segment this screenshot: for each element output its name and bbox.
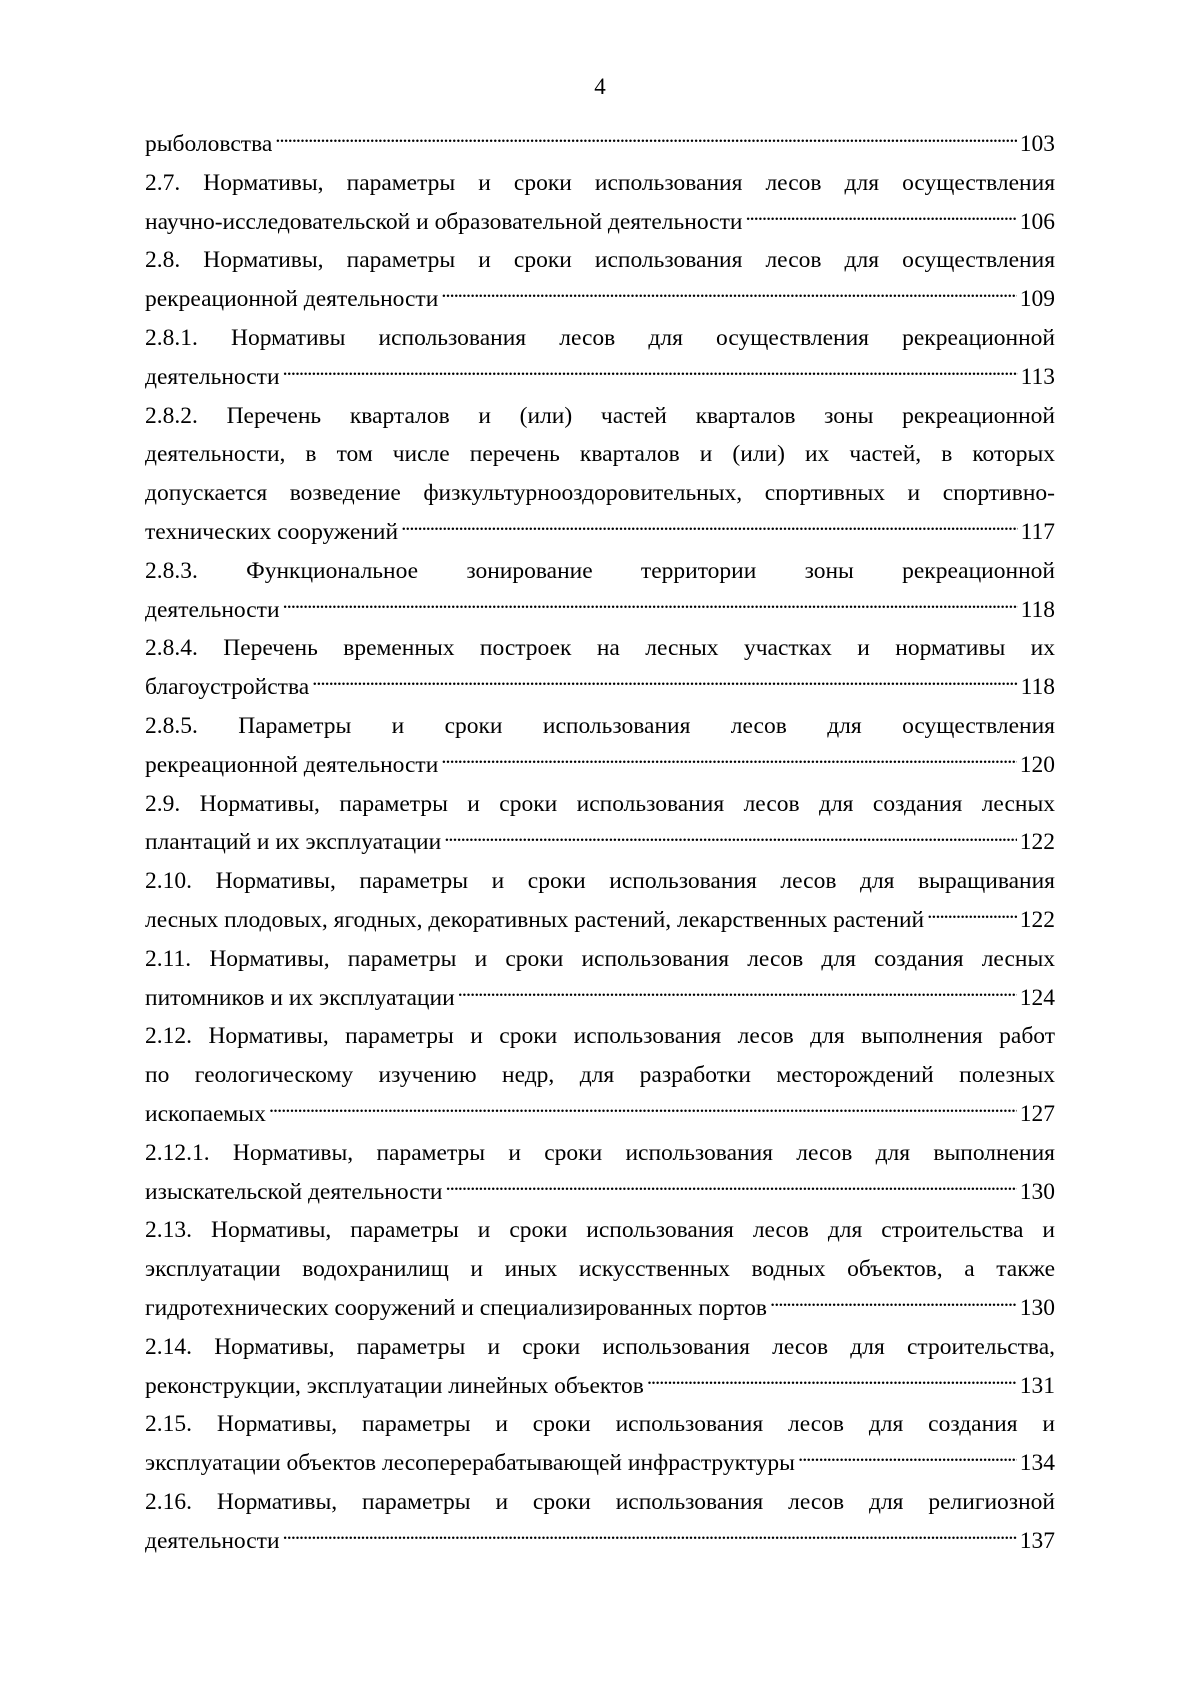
- toc-entry-title: рекреационной деятельности: [145, 286, 439, 313]
- toc-entry-line: допускается возведение физкультурнооздоровительных, спортивных и спортивно-: [145, 480, 1055, 507]
- toc-entry-page: 117: [1020, 518, 1055, 545]
- toc-entry-line: 2.15. Нормативы, параметры и сроки использования лесов для создания и: [145, 1411, 1055, 1438]
- toc-entry-title: питомников и их эксплуатации: [145, 984, 455, 1011]
- toc-entry-title: лесных плодовых, ягодных, декоративных растений, лекарственных растений: [145, 906, 925, 933]
- toc-entry: [145, 241, 1055, 319]
- toc-entry-title: реконструкции, эксплуатации линейных объектов: [145, 1372, 644, 1399]
- dot-leader: [441, 283, 1016, 307]
- toc-entry: [145, 1328, 1055, 1406]
- toc-entry-line: по геологическому изучению недр, для разработки месторождений полезных: [145, 1062, 1055, 1089]
- toc-entry-line: 2.8.3. Функциональное зонирование территории зоны рекреационной: [145, 557, 1055, 584]
- dot-leader: [275, 128, 1016, 152]
- toc-entry-page: 106: [1019, 208, 1055, 235]
- dot-leader: [798, 1447, 1017, 1471]
- toc-entry-last-line: [145, 1444, 1055, 1483]
- dot-leader: [927, 903, 1017, 927]
- toc-entry-last-line: [145, 1522, 1055, 1561]
- toc-entry-page: 130: [1019, 1178, 1055, 1205]
- toc-entry-page: 134: [1019, 1450, 1055, 1477]
- toc-entry-last-line: [145, 1173, 1055, 1212]
- toc-entry-page: 131: [1019, 1372, 1055, 1399]
- toc-entry-title: благоустройства: [145, 674, 310, 701]
- dot-leader: [441, 748, 1016, 772]
- toc-entry-line: 2.9. Нормативы, параметры и сроки использования лесов для создания лесных: [145, 790, 1055, 817]
- table-of-contents: [145, 125, 1055, 1560]
- toc-entry-last-line: [145, 280, 1055, 319]
- dot-leader: [770, 1291, 1017, 1315]
- dot-leader: [269, 1097, 1017, 1121]
- dot-leader: [283, 1524, 1017, 1548]
- toc-entry-page: 122: [1019, 906, 1055, 933]
- toc-entry: [145, 397, 1055, 552]
- toc-entry: [145, 629, 1055, 707]
- toc-entry-line: 2.12.1. Нормативы, параметры и сроки использования лесов для выполнения: [145, 1139, 1055, 1166]
- toc-entry-title: научно-исследовательской и образовательной деятельности: [145, 208, 743, 235]
- toc-entry-last-line: [145, 668, 1055, 707]
- toc-entry-last-line: [145, 591, 1055, 630]
- toc-entry-line: 2.11. Нормативы, параметры и сроки использования лесов для создания лесных: [145, 945, 1055, 972]
- toc-entry-line: 2.8. Нормативы, параметры и сроки использования лесов для осуществления: [145, 247, 1055, 274]
- toc-entry-last-line: [145, 746, 1055, 785]
- toc-entry-title: ископаемых: [145, 1100, 266, 1127]
- toc-entry-line: эксплуатации водохранилищ и иных искусственных водных объектов, а также: [145, 1256, 1055, 1283]
- toc-entry-last-line: [145, 358, 1055, 397]
- toc-entry-title: деятельности: [145, 596, 280, 623]
- dot-leader: [745, 205, 1016, 229]
- toc-entry: [145, 1405, 1055, 1483]
- toc-entry: [145, 1483, 1055, 1561]
- toc-entry-line: 2.14. Нормативы, параметры и сроки использования лесов для строительства,: [145, 1333, 1055, 1360]
- toc-entry-title: гидротехнических сооружений и специализированных портов: [145, 1294, 768, 1321]
- toc-entry-title: изыскательской деятельности: [145, 1178, 443, 1205]
- toc-entry-last-line: [145, 1095, 1055, 1134]
- toc-entry-title: рекреационной деятельности: [145, 751, 439, 778]
- toc-entry-page: 118: [1020, 674, 1055, 701]
- toc-entry-last-line: [145, 125, 1055, 164]
- toc-entry-line: 2.10. Нормативы, параметры и сроки использования лесов для выращивания: [145, 868, 1055, 895]
- toc-entry: [145, 785, 1055, 863]
- toc-entry: [145, 552, 1055, 630]
- toc-entry-last-line: [145, 513, 1055, 552]
- dot-leader: [283, 593, 1018, 617]
- toc-entry-title: эксплуатации объектов лесоперерабатывающей инфраструктуры: [145, 1450, 795, 1477]
- dot-leader: [401, 515, 1018, 539]
- toc-entry: [145, 164, 1055, 242]
- toc-entry-page: 130: [1019, 1294, 1055, 1321]
- toc-entry-title: рыболовства: [145, 131, 273, 157]
- toc-entry: [145, 940, 1055, 1018]
- dot-leader: [283, 360, 1018, 384]
- toc-entry: [145, 862, 1055, 940]
- toc-entry-page: 127: [1019, 1100, 1055, 1127]
- toc-entry-line: 2.12. Нормативы, параметры и сроки использования лесов для выполнения работ: [145, 1023, 1055, 1050]
- toc-entry-last-line: [145, 823, 1055, 862]
- toc-entry-title: технических сооружений: [145, 518, 399, 545]
- toc-entry: [145, 1134, 1055, 1212]
- toc-entry-last-line: [145, 1289, 1055, 1328]
- toc-entry-title: деятельности: [145, 363, 280, 390]
- dot-leader: [446, 1175, 1017, 1199]
- toc-entry-page: 109: [1019, 286, 1055, 313]
- toc-entry-last-line: [145, 203, 1055, 242]
- toc-entry-last-line: [145, 1367, 1055, 1406]
- toc-entry-page: 122: [1019, 829, 1055, 856]
- toc-entry: [145, 1211, 1055, 1327]
- toc-entry-page: 120: [1019, 751, 1055, 778]
- toc-entry: [145, 125, 1055, 164]
- toc-entry-line: 2.8.1. Нормативы использования лесов для осуществления рекреационной: [145, 324, 1055, 351]
- dot-leader: [458, 981, 1017, 1005]
- dot-leader: [444, 826, 1017, 850]
- toc-entry-title: деятельности: [145, 1527, 280, 1554]
- toc-entry-page: 124: [1019, 984, 1055, 1011]
- toc-entry-line: 2.7. Нормативы, параметры и сроки использования лесов для осуществления: [145, 169, 1055, 196]
- toc-entry: [145, 1017, 1055, 1133]
- toc-entry-line: 2.8.2. Перечень кварталов и (или) частей кварталов зоны рекреационной: [145, 402, 1055, 429]
- page-number: 4: [594, 74, 606, 99]
- toc-entry-line: 2.8.5. Параметры и сроки использования лесов для осуществления: [145, 712, 1055, 739]
- toc-entry-title: плантаций и их эксплуатации: [145, 829, 442, 856]
- toc-entry: [145, 707, 1055, 785]
- dot-leader: [647, 1369, 1017, 1393]
- toc-entry-page: 113: [1020, 363, 1055, 390]
- toc-entry-page: 118: [1020, 596, 1055, 623]
- toc-entry-line: 2.8.4. Перечень временных построек на лесных участках и нормативы их: [145, 635, 1055, 662]
- toc-entry-line: 2.13. Нормативы, параметры и сроки использования лесов для строительства и: [145, 1217, 1055, 1244]
- toc-entry-line: деятельности, в том числе перечень кварталов и (или) их частей, в которых: [145, 441, 1055, 468]
- toc-entry-last-line: [145, 979, 1055, 1018]
- toc-entry-last-line: [145, 901, 1055, 940]
- toc-entry-page: 103: [1019, 131, 1055, 157]
- dot-leader: [312, 671, 1017, 695]
- toc-entry-page: 137: [1019, 1527, 1055, 1554]
- toc-entry: [145, 319, 1055, 397]
- toc-entry-line: 2.16. Нормативы, параметры и сроки использования лесов для религиозной: [145, 1488, 1055, 1515]
